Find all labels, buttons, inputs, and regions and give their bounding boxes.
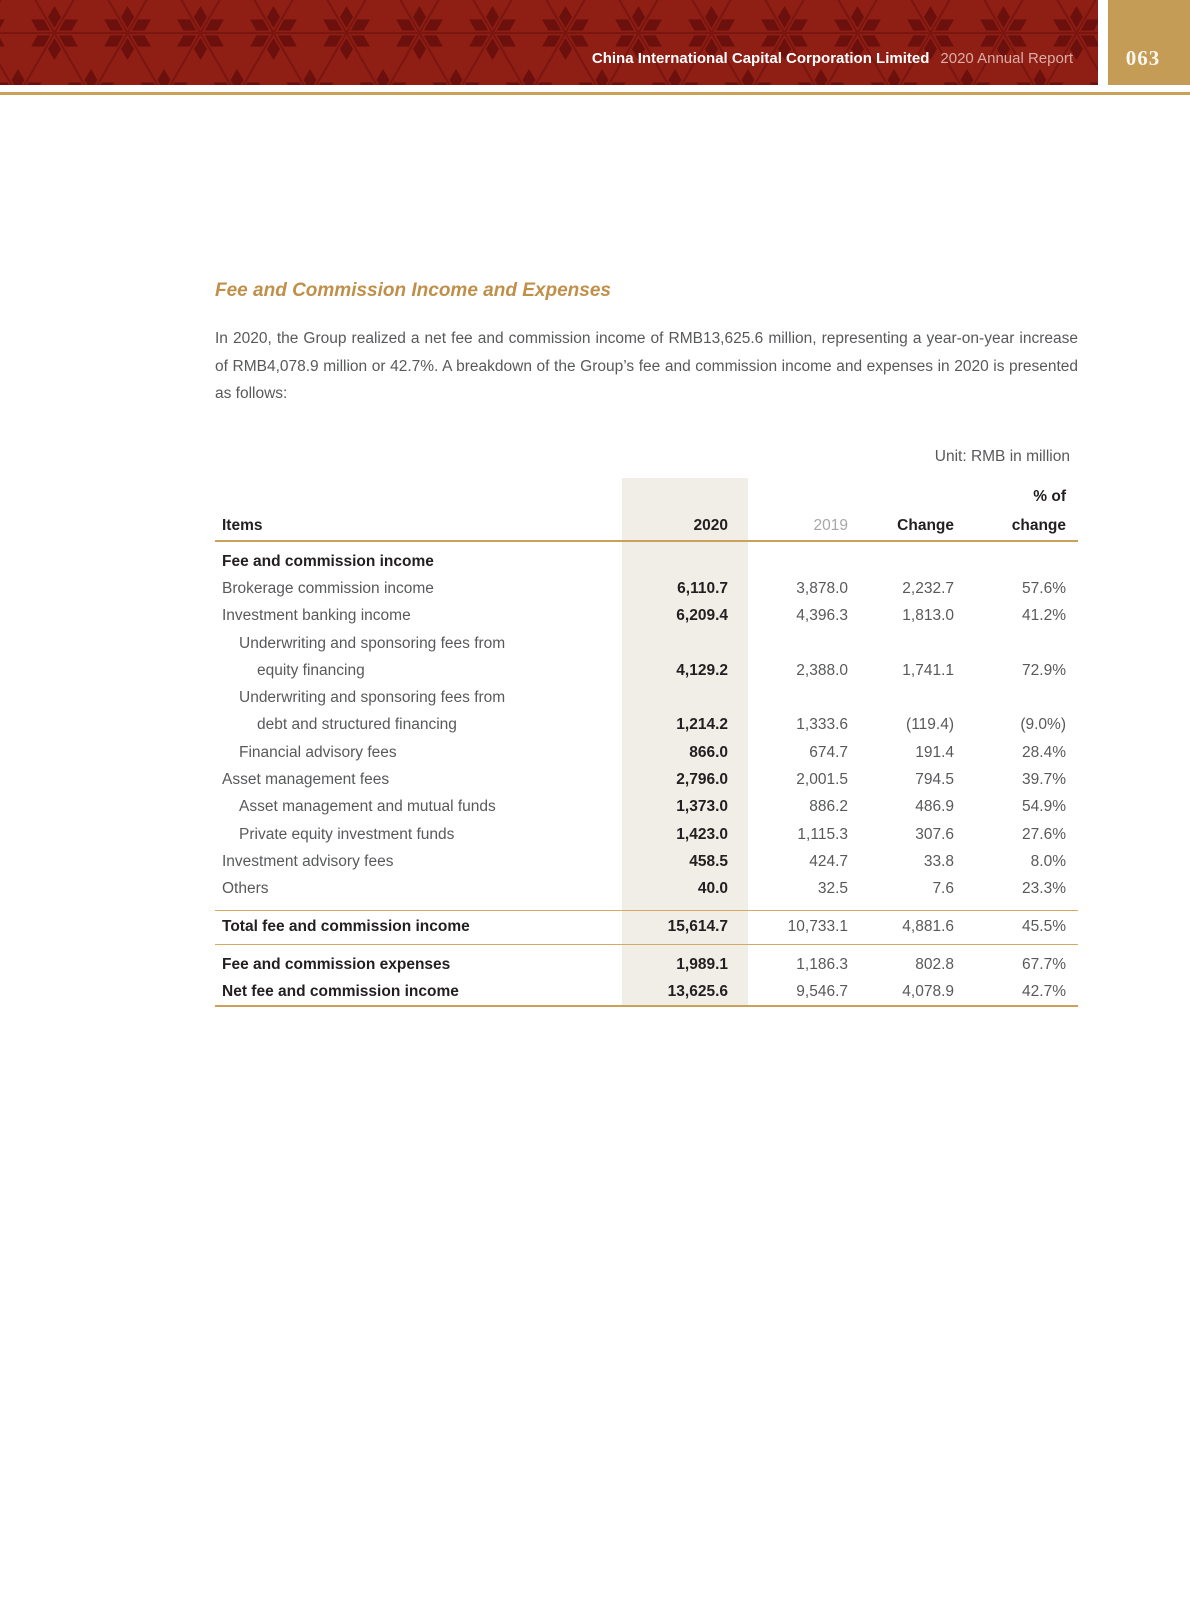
table-body [215,548,1078,1007]
row-label: Others [222,880,269,898]
row-label: Investment banking income [222,607,411,625]
table-row [215,630,1078,657]
row-label: debt and structured financing [257,716,457,734]
col-header-2019: 2019 [813,517,848,534]
row-label: Fee and commission expenses [222,955,451,973]
value-2019: 4,396.3 [796,607,848,625]
table-row [215,876,1078,903]
value-change: 4,078.9 [902,982,954,1000]
value-change: 33.8 [923,852,954,870]
page-header [0,0,1190,85]
value-pct-change: 28.4% [1022,743,1066,761]
col-header-pct-line2: change [1011,517,1066,534]
value-2020: 4,129.2 [676,661,728,679]
section-paragraph: In 2020, the Group realized a net fee and commission income of RMB13,625.6 million, representing a year-on-year increase of RMB4,078.9 million or 42.7%. A breakdown of the Group’s fee and commission income and expenses in 2020 is presented as follows: [215,330,1078,402]
page-content [215,280,1078,1007]
section-title: Fee and Commission Income and Expenses [215,280,611,301]
value-2019: 674.7 [809,743,848,761]
report-name: 2020 Annual Report [940,50,1073,67]
value-pct-change: 41.2% [1022,607,1066,625]
value-2019: 1,186.3 [796,955,848,973]
value-pct-change: 39.7% [1022,771,1066,789]
value-change: 4,881.6 [902,918,954,936]
page-number-badge [1108,0,1190,85]
table-header-row-top [215,478,1078,506]
value-change: 802.8 [915,955,954,973]
value-pct-change: 72.9% [1022,661,1066,679]
value-2019: 1,333.6 [796,716,848,734]
value-2020: 13,625.6 [667,982,728,1000]
value-pct-change: 67.7% [1022,955,1066,973]
value-2020: 1,989.1 [676,955,728,973]
value-pct-change: 27.6% [1022,825,1066,843]
header-title [592,50,1073,68]
value-change: 1,813.0 [902,607,954,625]
value-2019: 10,733.1 [787,918,848,936]
value-2019: 32.5 [817,880,848,898]
header-rule [0,92,1190,95]
header-banner [0,0,1098,85]
value-2019: 424.7 [809,852,848,870]
row-label: equity financing [257,661,365,679]
table-row [215,766,1078,793]
value-2020: 6,110.7 [677,579,728,597]
value-2019: 886.2 [809,798,848,816]
table-row [215,848,1078,875]
value-change: 7.6 [932,880,954,898]
value-2019: 2,388.0 [796,661,848,679]
value-change: 191.4 [915,743,954,761]
value-pct-change: 42.7% [1022,982,1066,1000]
company-name: China International Capital Corporation Limited [591,50,930,67]
value-2020: 866.0 [689,743,728,761]
value-2020: 2,796.0 [676,771,728,789]
value-2019: 2,001.5 [796,771,848,789]
row-label: Underwriting and sponsoring fees from [239,634,506,652]
table-header-row [215,506,1078,540]
table-rule [215,944,1078,945]
row-label: Investment advisory fees [222,852,394,870]
table-row [215,821,1078,848]
value-2020: 1,214.2 [676,716,728,734]
col-header-change: Change [897,517,954,534]
header-divider-gap [1098,0,1108,85]
table-row [215,739,1078,766]
value-pct-change: 45.5% [1022,918,1066,936]
row-label: Brokerage commission income [222,579,434,597]
unit-note: Unit: RMB in million [934,447,1070,465]
value-change: 1,741.1 [902,661,954,679]
fee-commission-table [215,478,1078,1007]
page-number: 063 [1125,46,1161,70]
row-label: Asset management fees [222,771,390,789]
table-row [215,548,1078,575]
value-change: 794.5 [915,771,954,789]
row-label: Total fee and commission income [222,918,470,936]
table-row [215,603,1078,630]
value-2019: 1,115.3 [797,825,848,843]
col-header-2020: 2020 [693,517,728,534]
table-row [215,794,1078,821]
value-pct-change: 57.6% [1022,579,1066,597]
value-change: 486.9 [915,798,954,816]
asanoha-pattern-decoration [0,0,1098,85]
row-label: Underwriting and sponsoring fees from [239,689,506,707]
table-row [215,684,1078,711]
value-2019: 9,546.7 [796,982,848,1000]
value-2020: 1,423.0 [676,825,728,843]
table-row [215,951,1078,978]
value-change: 307.6 [915,825,954,843]
row-label: Fee and commission income [222,552,434,570]
value-2019: 3,878.0 [796,579,848,597]
table-row [215,575,1078,602]
table-row [215,911,1078,944]
value-change: (119.4) [906,716,954,734]
row-label: Asset management and mutual funds [239,798,496,816]
table-rule [215,1005,1078,1007]
table-row [215,657,1078,684]
value-change: 2,232.7 [902,579,954,597]
value-2020: 40.0 [697,880,728,898]
row-label: Private equity investment funds [239,825,455,843]
value-pct-change: (9.0%) [1020,716,1066,734]
col-header-pct-line1: % of [1033,488,1066,505]
col-header-items: Items [222,517,263,534]
row-label: Financial advisory fees [239,743,397,761]
value-pct-change: 23.3% [1022,880,1066,898]
value-2020: 6,209.4 [676,607,728,625]
table-row [215,978,1078,1005]
value-2020: 1,373.0 [676,798,728,816]
value-2020: 458.5 [689,852,728,870]
value-2020: 15,614.7 [667,918,728,936]
row-label: Net fee and commission income [222,982,459,1000]
value-pct-change: 8.0% [1030,852,1066,870]
table-row [215,712,1078,739]
table-header [215,478,1078,542]
value-pct-change: 54.9% [1022,798,1066,816]
